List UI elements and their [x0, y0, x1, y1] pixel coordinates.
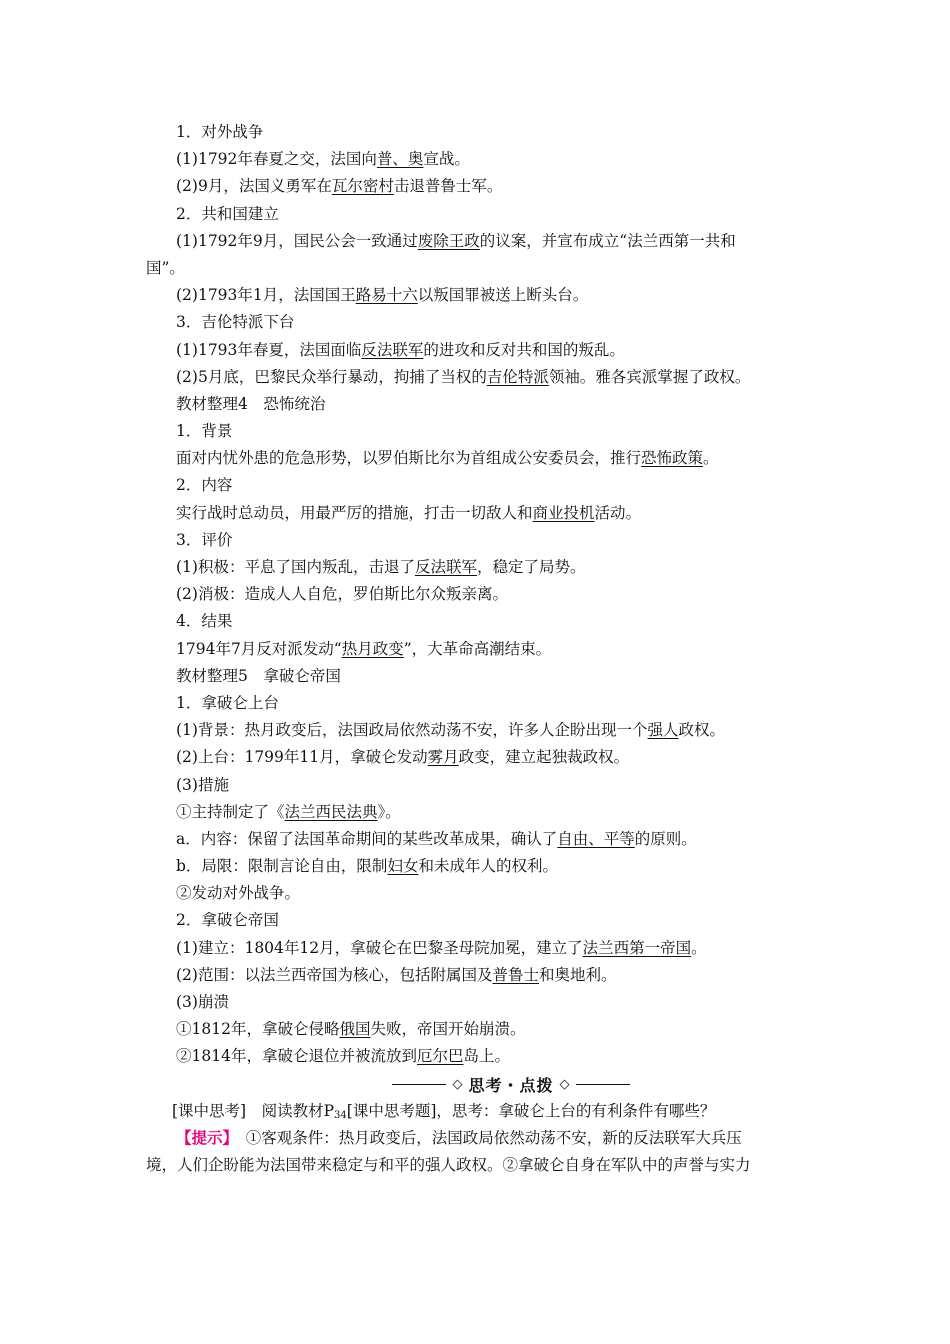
- content-body: [146, 119, 806, 1179]
- text-line: [146, 772, 806, 799]
- hint-text-2: 境，人们企盼能为法国带来稳定与和平的强人政权。②拿破仑自身在军队中的声誉与实力: [146, 1156, 751, 1175]
- text-line: [146, 663, 806, 690]
- line-text: (2)5月底，巴黎民众举行暴动，拘捕了当权的: [176, 367, 487, 386]
- text-line: [146, 799, 806, 826]
- text-lines: [146, 119, 806, 1071]
- text-line: [146, 744, 806, 771]
- diamond-left-icon: ◇: [452, 1076, 463, 1092]
- line-text: 》。: [377, 802, 401, 821]
- line-text: (2)范围：以法兰西帝国为核心，包括附属国及: [176, 965, 493, 984]
- underlined-term: 普、奥: [376, 150, 424, 169]
- underlined-term: 妇女: [387, 857, 419, 876]
- text-line: [146, 636, 806, 663]
- text-line: [146, 935, 806, 962]
- underlined-term: 雾月: [427, 748, 459, 767]
- text-line: [146, 364, 806, 391]
- text-line: [146, 907, 806, 934]
- underlined-term: 法兰西第一帝国: [582, 938, 692, 957]
- text-line: [146, 500, 806, 527]
- think-question: [146, 1098, 806, 1125]
- line-text: 和未成年人的权利。: [418, 857, 558, 876]
- line-text: 实行战时总动员，用最严厉的措施，打击一切敌人和: [176, 503, 533, 522]
- text-line: [146, 472, 806, 499]
- line-text: 的原则。: [634, 829, 697, 848]
- line-text: 失败，帝国开始崩溃。: [370, 1020, 526, 1039]
- line-text: 以叛国罪被送上断头台。: [417, 286, 589, 305]
- text-line: [146, 282, 806, 309]
- text-line: [146, 146, 806, 173]
- line-text: a．内容：保留了法国革命期间的某些改革成果，确认了: [176, 829, 558, 848]
- think-text-a: 阅读教材P: [246, 1101, 335, 1120]
- underlined-term: 恐怖政策: [641, 449, 704, 468]
- underlined-term: 普鲁士: [492, 965, 539, 984]
- line-text: 岛上。: [463, 1047, 510, 1066]
- line-text: (3)措施: [176, 775, 229, 794]
- line-text: 国”。: [146, 258, 185, 277]
- line-text: (1)建立：1804年12月，拿破仑在巴黎圣母院加冕，建立了: [176, 938, 583, 957]
- line-text: 教材整理4 恐怖统治: [176, 394, 326, 413]
- line-text: (2)消极：造成人人自危，罗伯斯比尔众叛亲离。: [176, 585, 508, 604]
- hint-label: 【提示】: [176, 1128, 231, 1147]
- text-line: [146, 228, 806, 255]
- line-text: (1)1793年春夏，法国面临: [176, 340, 362, 359]
- text-line: [146, 717, 806, 744]
- line-text: (3)崩溃: [176, 993, 229, 1011]
- text-line: [146, 527, 806, 554]
- section-title: 思考・点拨: [468, 1075, 554, 1095]
- divider-rule-left: [392, 1084, 446, 1085]
- text-line: [146, 962, 806, 989]
- text-line: [146, 1016, 806, 1043]
- line-text: 2．拿破仑帝国: [176, 911, 279, 930]
- line-text: ②发动对外战争。: [176, 884, 301, 903]
- line-text: 面对内忧外患的危急形势，以罗伯斯比尔为首组成公安委员会，推行: [176, 449, 642, 468]
- line-text: 的进攻和反对共和国的叛乱。: [423, 340, 625, 359]
- underlined-term: 路易十六: [355, 286, 418, 305]
- text-line: [146, 690, 806, 717]
- underlined-term: 厄尔巴: [416, 1047, 464, 1066]
- line-text: (2)9月，法国义勇军在: [176, 177, 332, 196]
- text-line: [146, 608, 806, 635]
- line-text: 2．内容: [176, 476, 233, 495]
- line-text: 1794年7月反对派发动“: [176, 639, 342, 658]
- text-line: [146, 989, 806, 1016]
- line-text: ①主持制定了《: [176, 802, 285, 821]
- text-line: [146, 337, 806, 364]
- text-line: [146, 309, 806, 336]
- line-text: 的议案，并宣布成立“法兰西第一共和: [479, 231, 736, 250]
- section-divider: [216, 1071, 806, 1098]
- text-line: [146, 853, 806, 880]
- line-text: (1)背景：热月政变后，法国政局依然动荡不安，许多人企盼出现一个: [176, 721, 648, 740]
- think-text-b: [课中思考题]，思考：拿破仑上台的有利条件有哪些？: [346, 1101, 716, 1120]
- line-text: 政变，建立起独裁政权。: [458, 748, 630, 767]
- line-text: (2)上台：1799年11月，拿破仑发动: [176, 748, 428, 767]
- underlined-term: 热月政变: [341, 639, 404, 658]
- text-line: [146, 391, 806, 418]
- text-line: [146, 255, 806, 282]
- text-line: [146, 119, 806, 146]
- text-line: [146, 445, 806, 472]
- hint-line-1: [146, 1125, 806, 1152]
- underlined-term: 反法联军: [414, 558, 477, 576]
- underlined-term: 商业投机: [532, 503, 595, 522]
- text-line: [146, 826, 806, 853]
- think-label: [课中思考]: [172, 1101, 247, 1120]
- line-text: b．局限：限制言论自由，限制: [176, 857, 388, 876]
- divider-rule-right: [576, 1084, 630, 1085]
- line-text: 1．对外战争: [176, 123, 264, 141]
- line-text: 3．吉伦特派下台: [176, 313, 295, 332]
- line-text: (1)积极：平息了国内叛乱，击退了: [176, 558, 415, 576]
- line-text: 3．评价: [176, 530, 233, 549]
- line-text: 教材整理5 拿破仑帝国: [176, 666, 341, 685]
- line-text: ②1814年，拿破仑退位并被流放到: [176, 1047, 417, 1066]
- line-text: 4．结果: [176, 612, 233, 631]
- underlined-term: 法兰西民法典: [284, 802, 378, 821]
- line-text: (1)1792年春夏之交，法国向: [176, 150, 377, 169]
- text-line: [146, 581, 806, 608]
- line-text: ”，大革命高潮结束。: [403, 639, 552, 658]
- text-line: [146, 201, 806, 228]
- line-text: 1．拿破仑上台: [176, 693, 279, 712]
- line-text: 和奥地利。: [538, 965, 617, 984]
- line-text: 活动。: [594, 503, 642, 522]
- think-page-sub: 34: [334, 1109, 347, 1121]
- line-text: 1．背景: [176, 422, 233, 441]
- underlined-term: 强人: [647, 721, 679, 740]
- underlined-term: 瓦尔密村: [331, 177, 394, 196]
- underlined-term: 反法联军: [361, 340, 424, 359]
- underlined-term: 自由、平等: [557, 829, 635, 848]
- line-text: 。: [691, 938, 707, 957]
- line-text: 领袖。雅各宾派掌握了政权。: [548, 367, 751, 386]
- underlined-term: 俄国: [339, 1020, 371, 1039]
- line-text: ①1812年，拿破仑侵略: [176, 1020, 340, 1039]
- diamond-right-icon: ◇: [559, 1076, 570, 1092]
- text-line: [146, 173, 806, 200]
- line-text: ，稳定了局势。: [476, 558, 586, 576]
- text-line: [146, 418, 806, 445]
- line-text: 宣战。: [423, 150, 470, 169]
- text-line: [146, 880, 806, 907]
- underlined-term: 吉伦特派: [486, 367, 549, 386]
- hint-text-1: ①客观条件：热月政变后，法国政局依然动荡不安，新的反法联军大兵压: [230, 1128, 742, 1147]
- line-text: 击退普鲁士军。: [393, 177, 503, 196]
- line-text: (2)1793年1月，法国国王: [176, 286, 356, 305]
- line-text: (1)1792年9月，国民公会一致通过: [176, 231, 418, 250]
- line-text: 政权。: [678, 721, 725, 740]
- text-line: [146, 554, 806, 581]
- line-text: 2．共和国建立: [176, 204, 279, 223]
- text-line: [146, 1043, 806, 1070]
- underlined-term: 废除王政: [417, 231, 480, 250]
- line-text: 。: [703, 449, 719, 468]
- hint-line-2: [146, 1152, 806, 1179]
